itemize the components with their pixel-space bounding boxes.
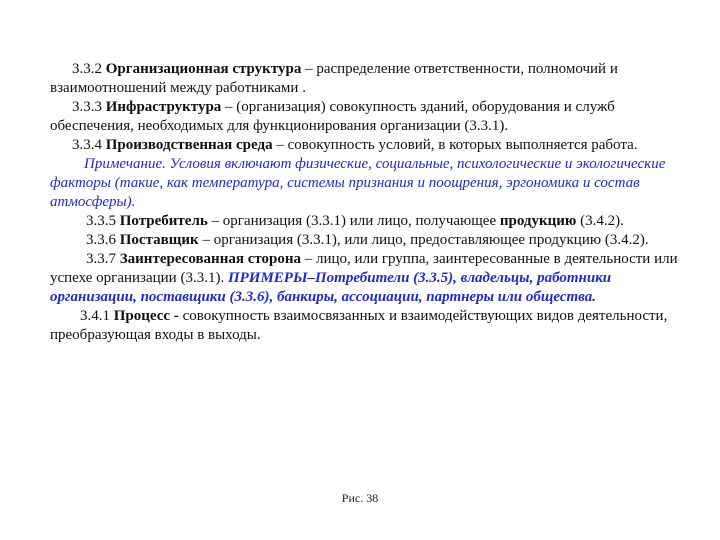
definition-work-environment [50,136,700,155]
term-product: продукцию [499,213,577,229]
definition-text: – совокупность условий, в которых выполняется работа. [272,137,638,153]
definition-text: – лицо, или группа, заинтересованные в деятельности или успехе организации (3.3.1). [50,251,678,286]
clause-number: 3.4.1 [80,308,114,324]
definition-organizational-structure [50,60,700,98]
examples-text: ПРИМЕРЫ–Потребители (3.3.5), владельцы, работники организации, поставщики (3.3.6), банкиры, ассоциации, партнеры или общества. [50,270,612,305]
figure-caption: Рис. 38 [341,491,379,505]
definitions-text [50,60,700,345]
definition-text: – распределение ответственности, полномочий и взаимоотношений между работниками . [50,61,618,96]
definition-interested-party [50,250,700,307]
definition-text: – организация (3.3.1), или лицо, предоставляющее продукцию (3.4.2). [198,232,649,248]
term: Производственная среда [105,137,273,153]
clause-number: 3.3.6 [86,232,120,248]
definition-process [50,307,700,345]
definition-text: – (организация) совокупность зданий, оборудования и служб обеспечения, необходимых для функционирования организации (3.3.1). [50,99,615,134]
definition-text-end: (3.4.2). [576,213,624,229]
term: Заинтересованная сторона [119,251,302,267]
definition-text: совокупность взаимосвязанных и взаимодействующих видов деятельности, преобразующая входы в выходы. [50,308,668,343]
term: Потребитель [119,213,208,229]
definition-supplier [50,231,700,250]
definition-customer [50,212,700,231]
term: Процесс - [113,308,179,324]
term: Поставщик [119,232,199,248]
clause-number: 3.3.3 [72,99,106,115]
definition-text: – организация (3.3.1) или лицо, получающее [207,213,500,229]
term: Инфраструктура [105,99,222,115]
clause-number: 3.3.7 [86,251,120,267]
definition-infrastructure [50,98,700,136]
clause-number: 3.3.2 [72,61,106,77]
clause-number: 3.3.4 [72,137,106,153]
clause-number: 3.3.5 [86,213,120,229]
note-text: Примечание. Условия включают физические, социальные, психологические и экологические факторы (такие, как температура, системы признания и поощрения, эргономика и состав атмосферы). [50,156,666,210]
term: Организационная структура [105,61,302,77]
